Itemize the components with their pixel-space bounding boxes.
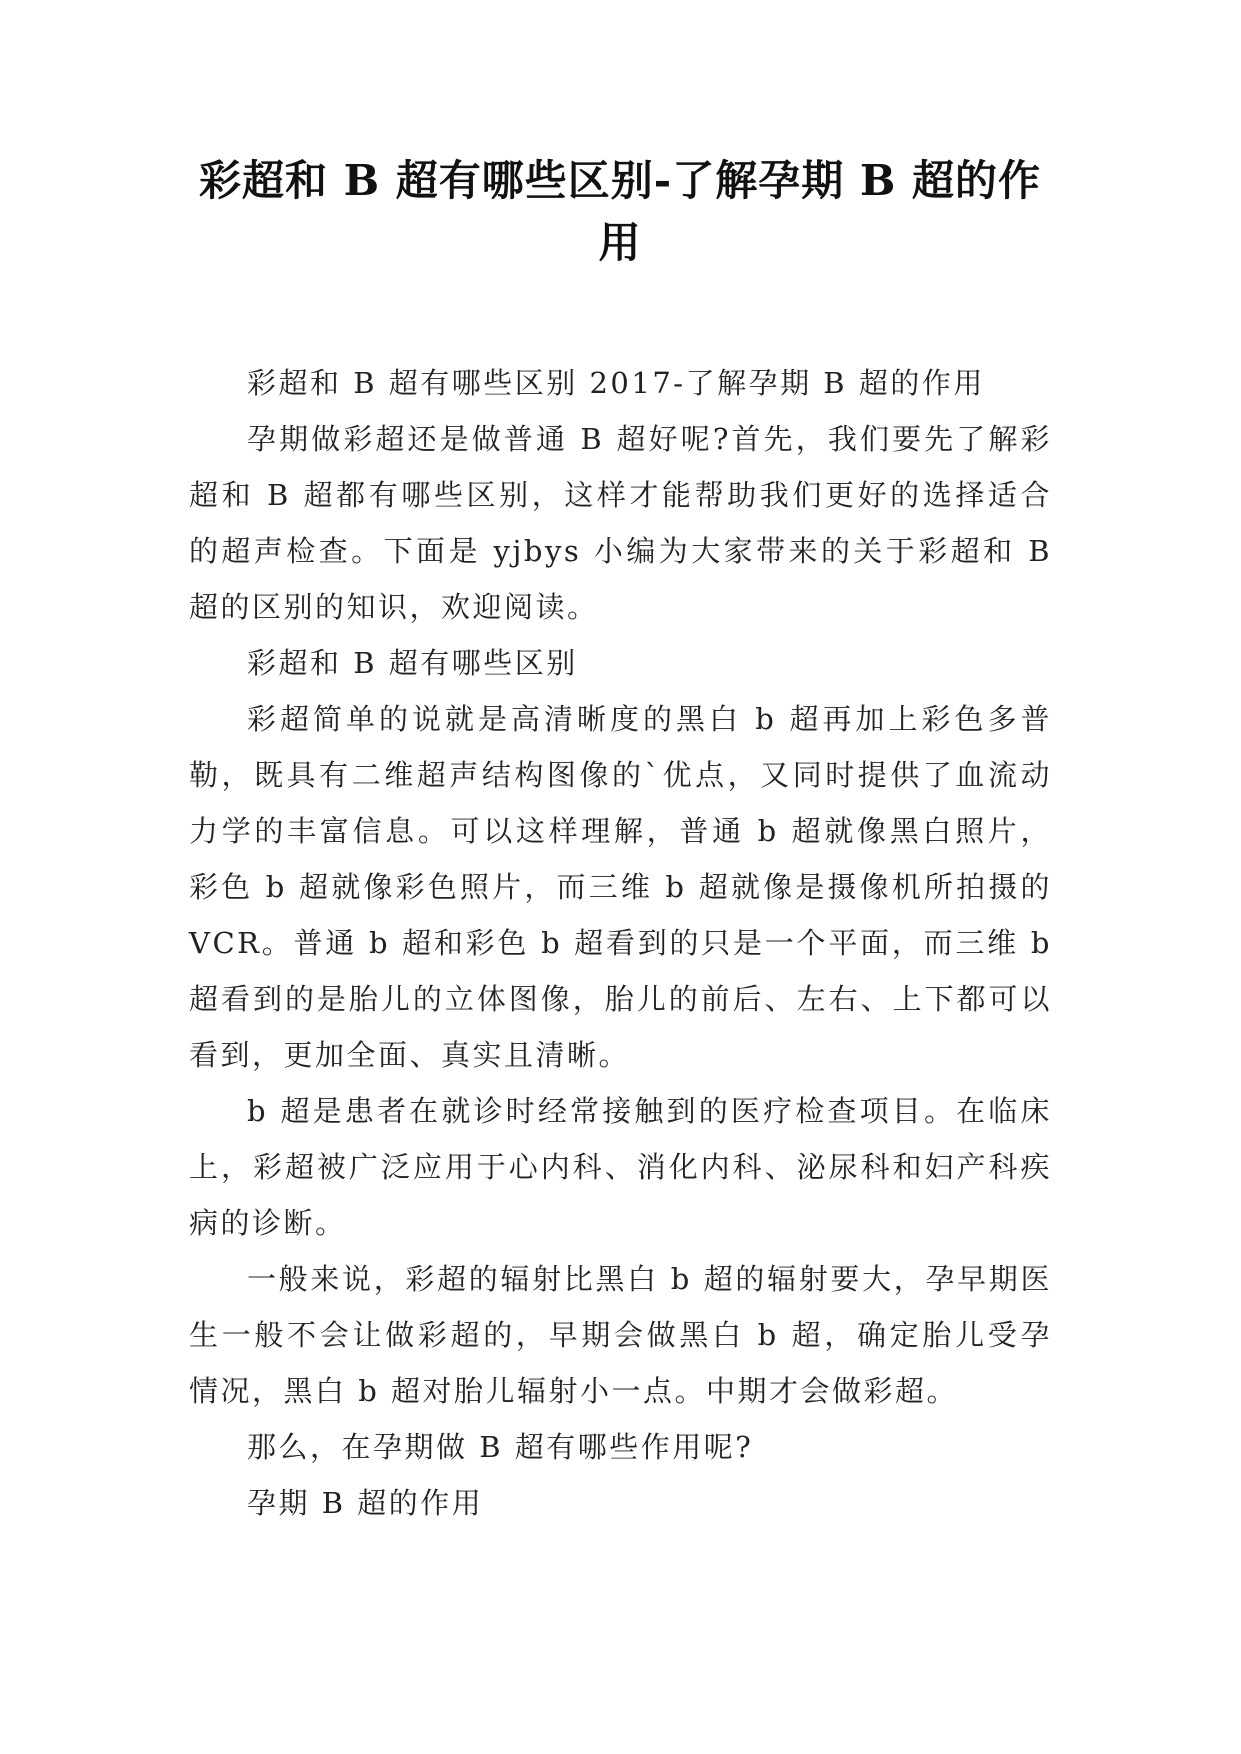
paragraph-color-doppler-explanation: 彩超简单的说就是高清晰度的黑白 b 超再加上彩色多普勒，既具有二维超声结构图像的`优点，又同时提供了血流动力学的丰富信息。可以这样理解，普通 b 超就像黑白照片，彩色 b 超就像彩色照片，而三维 b 超就像是摄像机所拍摄的 VCR。普通 b 超和彩色 b 超看到的只是一个平面，而三维 b 超看到的是胎儿的立体图像，胎儿的前后、左右、上下都可以看到，更加全面、真实且清晰。 [189,702,1052,1072]
paragraph-section-heading-differences: 彩超和 B 超有哪些区别 [247,646,578,680]
paragraph-radiation: 一般来说，彩超的辐射比黑白 b 超的辐射要大，孕早期医生一般不会让做彩超的，早期会做黑白 b 超，确定胎儿受孕情况，黑白 b 超对胎儿辐射小一点。中期才会做彩超。 [189,1262,1052,1408]
document-title: 彩超和 B 超有哪些区别-了解孕期 B 超的作用 [199,156,1041,267]
paragraph-clinical-use: b 超是患者在就诊时经常接触到的医疗检查项目。在临床上，彩超被广泛应用于心内科、消化内科、泌尿科和妇产科疾病的诊断。 [189,1094,1052,1240]
paragraph-section-heading-purpose: 孕期 B 超的作用 [247,1486,484,1520]
paragraph-question: 那么，在孕期做 B 超有哪些作用呢? [247,1430,754,1464]
paragraph-intro-heading: 彩超和 B 超有哪些区别 2017-了解孕期 B 超的作用 [247,366,985,400]
document-body [189,355,1052,1531]
paragraph-intro: 孕期做彩超还是做普通 B 超好呢?首先，我们要先了解彩超和 B 超都有哪些区别，这样才能帮助我们更好的选择适合的超声检查。下面是 yjbys 小编为大家带来的关于彩超和 B 超的区别的知识，欢迎阅读。 [189,422,1052,624]
